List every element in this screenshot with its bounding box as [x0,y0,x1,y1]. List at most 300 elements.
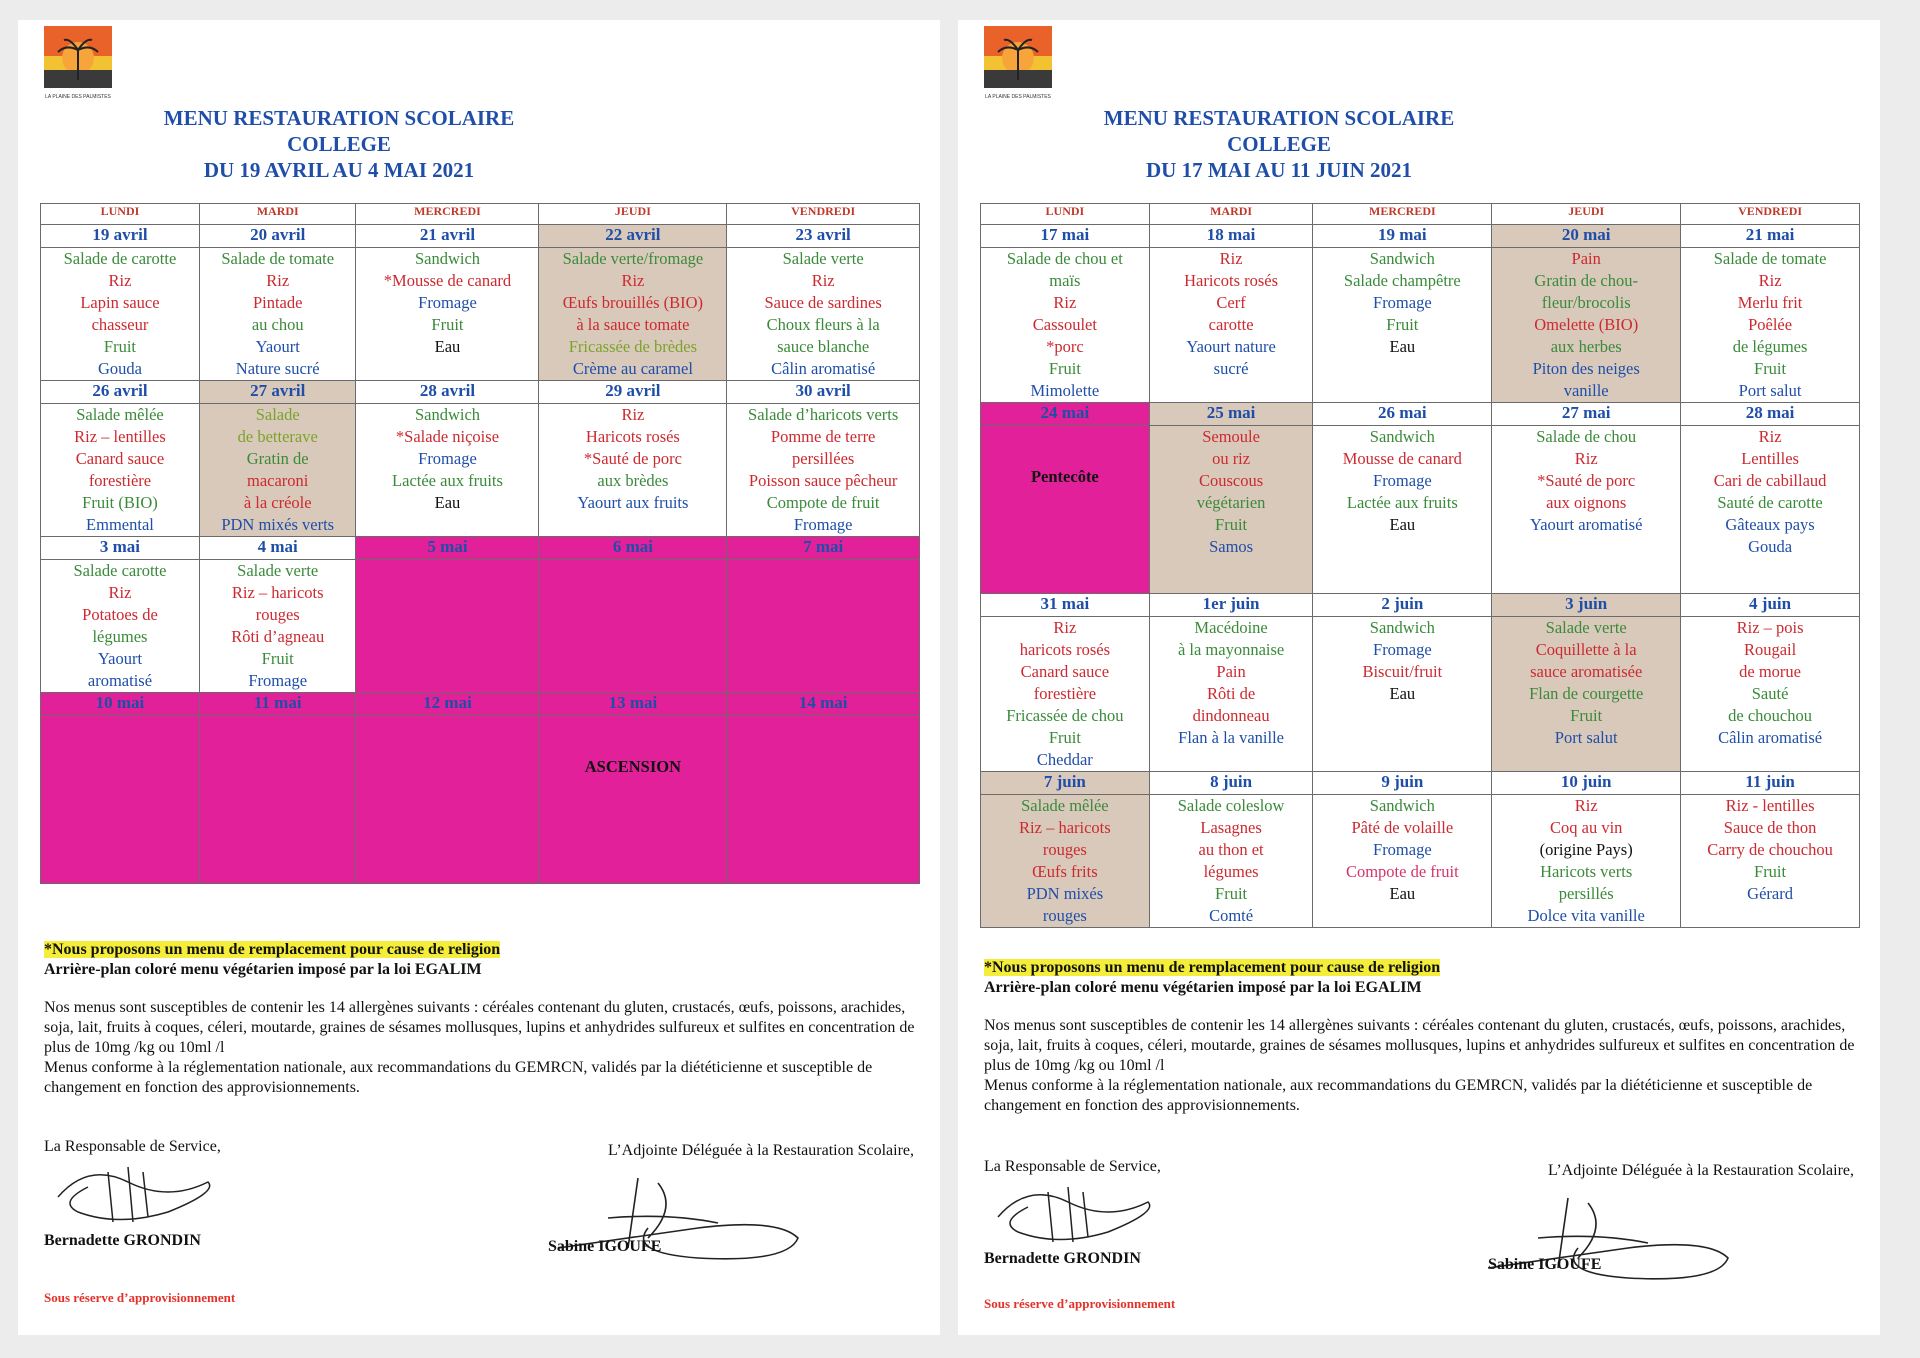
menu-cell [539,248,727,381]
menu-item: Haricots rosés [1184,271,1279,290]
right-role: L’Adjointe Déléguée à la Restauration Scolaire, [608,1142,914,1159]
menu-item: au chou [251,315,304,334]
right-signatory-name: Sabine IGOUFE [548,1238,662,1255]
day-header-mardi: MARDI [1149,204,1313,225]
reserve-note: Sous réserve d’approvisionnement [44,1290,236,1305]
egalim-note: Arrière-plan coloré menu végétarien imposé par la loi EGALIM [44,961,482,978]
menu-item: Rougail [1743,640,1797,659]
menu-cell [1313,795,1492,928]
menu-cell [727,404,920,537]
menu-item: Sandwich [414,249,481,268]
menu-item: Fruit [1048,359,1081,378]
menu-item: Œufs frits [1032,862,1098,881]
menu-item: maïs [1049,271,1081,290]
menu-item: Poêlée [1748,315,1793,334]
menu-item: sauce aromatisée [1530,662,1643,681]
menu-item: Port salut [1554,728,1618,747]
menu-item: Mousse de canard [1342,449,1462,468]
menu-item: Macédoine [1194,618,1268,637]
date-cell: 18 mai [1149,225,1313,248]
menu-item: Fromage [1373,840,1432,859]
menu-item: Salade [255,405,300,424]
religion-note: *Nous proposons un menu de remplacement pour cause de religion [44,941,501,958]
date-cell: 6 mai [539,537,727,560]
left-role: La Responsable de Service, [44,1138,221,1155]
menu-cell [727,560,920,693]
menu-item: Poisson sauce pêcheur [748,471,898,490]
menu-item: aromatisé [87,671,153,690]
menu-item: Coq au vin [1549,818,1623,837]
menu-cell [1681,795,1860,928]
day-header-mercredi: MERCREDI [1313,204,1492,225]
signature-grondin-icon [988,1172,1168,1252]
menu-item: Fromage [418,293,477,312]
menu-cell [356,560,539,693]
menu-item: ou riz [1212,449,1251,468]
menu-item: Sandwich [1369,249,1435,268]
menu-item: Câlin aromatisé [771,359,876,378]
menu-item: Fruit [103,337,137,356]
menu-item: Sandwich [1369,427,1435,446]
menu-cell [41,716,200,884]
date-cell: 13 mai [539,693,727,716]
menu-item: Emmental [86,515,154,534]
menu-item: Omelette (BIO) [1534,315,1639,334]
menu-item: Lactée aux fruits [1346,493,1458,512]
menu-item: à la mayonnaise [1177,640,1285,659]
menu-item: Lactée aux fruits [392,471,503,490]
menu-item: Merlu frit [1737,293,1803,312]
left-signatory-name: Bernadette GRONDIN [984,1250,1141,1267]
menu-item: Yaourt aromatisé [1529,515,1643,534]
menu-item: Cassoulet [1032,315,1097,334]
menu-cell [1681,617,1860,772]
date-cell: 1er juin [1149,594,1313,617]
date-cell: 28 avril [356,381,539,404]
menu-cell [1681,248,1860,403]
menu-item: Fruit (BIO) [82,493,158,512]
menu-item: Potatoes de [82,605,158,624]
menu-item: Port salut [1738,381,1802,400]
menu-item: Fruit [1215,884,1248,903]
menu-cell [1313,617,1492,772]
day-header-mercredi: MERCREDI [356,204,539,225]
menu-item: Fruit [1570,706,1603,725]
menu-item: de betterave [237,427,318,446]
menu-item: Samos [1209,537,1254,556]
menu-cell [199,716,356,884]
menu-item: Eau [434,493,461,512]
date-cell: 21 avril [356,225,539,248]
menu-item: Choux fleurs à la [766,315,880,334]
menu-item: à la créole [243,493,312,512]
menu-item: Dolce vita vanille [1527,906,1645,925]
menu-item: Câlin aromatisé [1718,728,1823,747]
date-cell: 7 mai [727,537,920,560]
menu-item: Couscous [1199,471,1264,490]
menu-cell [539,560,727,693]
conformity-text: Menus conforme à la réglementation nationale, aux recommandations du GEMRCN, validés par la diététicienne et susceptible de changement en fonction des approvisionnements. [984,1077,1813,1114]
notes-right [984,958,1864,1116]
menu-item: sucré [1213,359,1249,378]
menu-item: Fruit [431,315,464,334]
date-cell: 3 mai [41,537,200,560]
date-cell: 17 mai [981,225,1150,248]
date-cell: 11 juin [1681,772,1860,795]
menu-item: Yaourt [97,649,143,668]
menu-item: Eau [1389,337,1416,356]
menu-cell [1681,426,1860,594]
menu-item: Eau [1389,884,1416,903]
date-cell: 22 avril [539,225,727,248]
menu-page-right [958,20,1880,1335]
day-header-jeudi: JEUDI [539,204,727,225]
menu-item: Nature sucré [235,359,320,378]
menu-item: persillées [792,449,855,468]
menu-item: Fromage [1373,471,1432,490]
menu-item: Riz [1758,427,1782,446]
menu-item: Piton des neiges [1532,359,1640,378]
date-cell: 11 mai [199,693,356,716]
menu-item: végétarien [1196,493,1266,512]
menu-item: Sauce de thon [1723,818,1817,837]
menu-cell [41,560,200,693]
date-cell: 20 mai [1492,225,1681,248]
menu-item: Salade d’haricots verts [748,405,899,424]
menu-cell [1492,795,1681,928]
menu-item: aux oignons [1546,493,1627,512]
menu-item: ASCENSION [584,757,682,776]
menu-item: Compote de fruit [766,493,880,512]
menu-item: Canard sauce [1020,662,1110,681]
menu-item: Salade coleslow [1177,796,1285,815]
menu-item: Riz [621,271,645,290]
menu-item: Fromage [793,515,853,534]
menu-item: Fruit [1754,359,1787,378]
menu-item: Lentilles [1741,449,1799,468]
date-cell: 12 mai [356,693,539,716]
menu-item: Riz [811,271,835,290]
menu-cell [981,248,1150,403]
date-cell: 30 avril [727,381,920,404]
menu-item: *Sauté de porc [1537,471,1636,490]
menu-cell [981,795,1150,928]
menu-item: Riz – haricots [1019,818,1111,837]
date-cell: 8 juin [1149,772,1313,795]
menu-cell [1149,426,1313,594]
menu-item: de légumes [1732,337,1808,356]
date-cell: 4 juin [1681,594,1860,617]
menu-item: Fricassée de brèdes [568,337,698,356]
menu-item: rouges [1042,840,1087,859]
menu-item: Fruit [1386,315,1419,334]
menu-item: macaroni [247,471,309,490]
menu-item: Compote de fruit [1345,862,1459,881]
menu-item: Pain [1571,249,1601,268]
menu-item: Fromage [418,449,477,468]
date-cell: 10 mai [41,693,200,716]
date-cell: 24 mai [981,403,1150,426]
menu-item: Pain [1216,662,1246,681]
menu-item: *Sauté de porc [583,449,682,468]
reserve-note: Sous réserve d’approvisionnement [984,1296,1176,1311]
menu-item: Riz [1053,618,1077,637]
menu-item: Eau [434,337,461,356]
menu-cell [981,426,1150,594]
day-header-lundi: LUNDI [981,204,1150,225]
menu-item: Riz - lentilles [1725,796,1815,815]
menu-item: Yaourt aux fruits [577,493,689,512]
menu-item: Biscuit/fruit [1362,662,1443,681]
menu-item: Rôti de [1207,684,1256,703]
menu-cell [1149,617,1313,772]
menu-cell [356,404,539,537]
menu-item: Canard sauce [75,449,165,468]
menu-item: Salade de tomate [221,249,335,268]
menu-item: Haricots rosés [585,427,680,446]
date-cell: 7 juin [981,772,1150,795]
menu-table-right [980,203,1860,928]
menu-cell [539,716,727,884]
menu-item: à la sauce tomate [576,315,690,334]
day-header-mardi: MARDI [199,204,356,225]
day-header-vendredi: VENDREDI [1681,204,1860,225]
date-cell: 31 mai [981,594,1150,617]
date-cell: 5 mai [356,537,539,560]
date-cell: 19 avril [41,225,200,248]
menu-item: Gâteaux pays [1725,515,1815,534]
date-cell: 25 mai [1149,403,1313,426]
menu-item: Crème au caramel [572,359,693,378]
menu-item: aux herbes [1550,337,1622,356]
menu-item: Riz [1574,449,1598,468]
menu-item: de morue [1739,662,1801,681]
menu-item: Lapin sauce [80,293,160,312]
menu-item: Pomme de terre [770,427,876,446]
menu-item: Carry de chouchou [1707,840,1833,859]
menu-item: Riz [621,405,645,424]
menu-item: Sauce de sardines [764,293,882,312]
menu-item: chasseur [91,315,149,334]
date-cell: 23 avril [727,225,920,248]
menu-item: Flan de courgette [1529,684,1644,703]
menu-item: Fromage [248,671,308,690]
menu-item: forestière [1033,684,1097,703]
menu-item: persillés [1558,884,1614,903]
menu-item: *porc [1046,337,1084,356]
menu-item: de chouchou [1728,706,1812,725]
menu-item: Pentecôte [1030,467,1099,486]
menu-item: Gratin de [246,449,309,468]
menu-item: Salade de chou [1536,427,1637,446]
menu-cell [1492,248,1681,403]
menu-item: Riz [1219,249,1243,268]
menu-item: Mimolette [1030,381,1100,400]
menu-item: Sandwich [414,405,481,424]
menu-cell [1313,426,1492,594]
logo-caption: LA PLAINE DES PALMISTES [45,94,111,100]
menu-item: Salade carotte [73,561,167,580]
menu-item: Salade verte [237,561,319,580]
menu-item: Sauté [1751,684,1789,703]
menu-item: Riz [1053,293,1077,312]
menu-item: Gouda [1748,537,1793,556]
menu-item: Rôti d’agneau [231,627,325,646]
menu-item: Riz [266,271,290,290]
page-title-left: MENU RESTAURATION SCOLAIRE COLLEGE DU 19 AVRIL AU 4 MAI 2021 [163,106,515,182]
menu-item: Fruit [1048,728,1081,747]
menu-item: Salade verte [782,249,864,268]
left-role: La Responsable de Service, [984,1158,1161,1175]
menu-item: Salade mêlée [1021,796,1109,815]
menu-item: Sandwich [1369,618,1435,637]
menu-cell [727,248,920,381]
menu-item: Gratin de chou- [1534,271,1638,290]
menu-item: Fruit [261,649,294,668]
menu-item: Riz [108,583,132,602]
menu-item: dindonneau [1192,706,1270,725]
religion-note: *Nous proposons un menu de remplacement pour cause de religion [984,959,1441,976]
menu-cell [199,248,356,381]
menu-item: *Salade niçoise [395,427,500,446]
menu-cell [199,404,356,537]
menu-item: aux brèdes [597,471,669,490]
menu-item: Flan à la vanille [1178,728,1284,747]
date-cell: 26 mai [1313,403,1492,426]
menu-item: Salade de tomate [1713,249,1827,268]
menu-item: Yaourt [255,337,300,356]
menu-item: Coquillette à la [1535,640,1637,659]
menu-cell [981,617,1150,772]
menu-item: fleur/brocolis [1541,293,1631,312]
menu-item: Salade champêtre [1343,271,1461,290]
allergens-text: Nos menus sont susceptibles de contenir les 14 allergènes suivants : céréales contenant du gluten, crustacés, œufs, poissons, arachides, soja, lait, fruits à coques, céleri, moutarde, graines de sésames mollusques, lupins et anhydrides sulfureux et sulfites en concentration de plus de 10mg /kg ou 10ml /l [984,1017,1855,1074]
menu-item: vanille [1563,381,1609,400]
menu-item: rouges [255,605,300,624]
right-signatory-name: Sabine IGOUFE [1488,1256,1602,1273]
menu-item: Fromage [1373,640,1432,659]
menu-item: Riz – pois [1736,618,1804,637]
date-cell: 28 mai [1681,403,1860,426]
menu-item: Salade de carotte [63,249,177,268]
menu-item: Fromage [1373,293,1432,312]
date-cell: 27 avril [199,381,356,404]
date-cell: 29 avril [539,381,727,404]
menu-item: Gouda [97,359,142,378]
menu-item: Cari de cabillaud [1713,471,1827,490]
menu-item: Gérard [1747,884,1793,903]
menu-cell [1149,795,1313,928]
right-role: L’Adjointe Déléguée à la Restauration Scolaire, [1548,1162,1854,1179]
conformity-text: Menus conforme à la réglementation nationale, aux recommandations du GEMRCN, validés par la diététicienne et susceptible de changement en fonction des approvisionnements. [44,1059,873,1096]
date-cell: 10 juin [1492,772,1681,795]
menu-cell [199,560,356,693]
menu-item: Riz [108,271,132,290]
menu-item: Pintade [252,293,303,312]
menu-cell [1492,426,1681,594]
date-cell: 2 juin [1313,594,1492,617]
menu-item: Riz [1758,271,1782,290]
menu-cell [41,404,200,537]
date-cell: 9 juin [1313,772,1492,795]
menu-item: Eau [1389,684,1416,703]
day-header-lundi: LUNDI [41,204,200,225]
menu-item: Œufs brouillés (BIO) [562,293,704,312]
menu-item: Eau [1389,515,1416,534]
menu-item: Riz – lentilles [74,427,166,446]
menu-cell [539,404,727,537]
menu-cell [1492,617,1681,772]
date-cell: 26 avril [41,381,200,404]
menu-item: au thon et [1198,840,1264,859]
day-header-jeudi: JEUDI [1492,204,1681,225]
menu-cell [1313,248,1492,403]
date-cell: 21 mai [1681,225,1860,248]
menu-item: Salade verte [1545,618,1627,637]
egalim-note: Arrière-plan coloré menu végétarien imposé par la loi EGALIM [984,979,1422,996]
palm-logo-icon [40,22,116,102]
menu-item: Lasagnes [1200,818,1262,837]
notes-left [44,940,924,1098]
menu-item: Riz [1574,796,1598,815]
date-cell: 19 mai [1313,225,1492,248]
menu-cell [1149,248,1313,403]
menu-item: Haricots verts [1540,862,1633,881]
menu-table-left [40,203,920,884]
menu-item: (origine Pays) [1539,840,1633,859]
menu-cell [356,248,539,381]
date-cell: 14 mai [727,693,920,716]
signature-grondin-icon [48,1152,228,1232]
menu-item: Sauté de carotte [1717,493,1823,512]
menu-item: rouges [1042,906,1087,925]
menu-item: Riz – haricots [231,583,324,602]
allergens-text: Nos menus sont susceptibles de contenir les 14 allergènes suivants : céréales contenant du gluten, crustacés, œufs, poissons, arachides, soja, lait, fruits à coques, céleri, moutarde, graines de sésames mollusques, lupins et anhydrides sulfureux et sulfites en concentration de plus de 10mg /kg ou 10ml /l [44,999,915,1056]
menu-item: Fricassée de chou [1006,706,1124,725]
menu-cell [356,716,539,884]
day-header-vendredi: VENDREDI [727,204,920,225]
menu-item: Sandwich [1369,796,1435,815]
menu-item: carotte [1208,315,1254,334]
menu-item: forestière [88,471,152,490]
menu-item: haricots rosés [1019,640,1110,659]
palm-logo-icon [980,22,1056,102]
menu-item: Comté [1209,906,1254,925]
date-cell: 27 mai [1492,403,1681,426]
menu-item: Semoule [1202,427,1260,446]
menu-item: Salade de chou et [1006,249,1123,268]
date-cell: 4 mai [199,537,356,560]
date-cell: 20 avril [199,225,356,248]
menu-item: Fruit [1215,515,1248,534]
menu-item: Cheddar [1036,750,1093,769]
menu-item: sauce blanche [777,337,870,356]
left-signatory-name: Bernadette GRONDIN [44,1232,201,1249]
menu-item: Cerf [1216,293,1246,312]
menu-page-left [18,20,940,1335]
menu-item: Salade mêlée [76,405,164,424]
menu-item: légumes [92,627,148,646]
menu-item: PDN mixés [1026,884,1104,903]
date-cell: 3 juin [1492,594,1681,617]
menu-item: Fruit [1754,862,1787,881]
menu-item: Salade verte/fromage [562,249,704,268]
menu-cell [41,248,200,381]
menu-item: *Mousse de canard [383,271,512,290]
menu-item: légumes [1203,862,1259,881]
menu-item: PDN mixés verts [221,515,335,534]
page-title-right: MENU RESTAURATION SCOLAIRE COLLEGE DU 17 MAI AU 11 JUIN 2021 [1103,106,1455,182]
